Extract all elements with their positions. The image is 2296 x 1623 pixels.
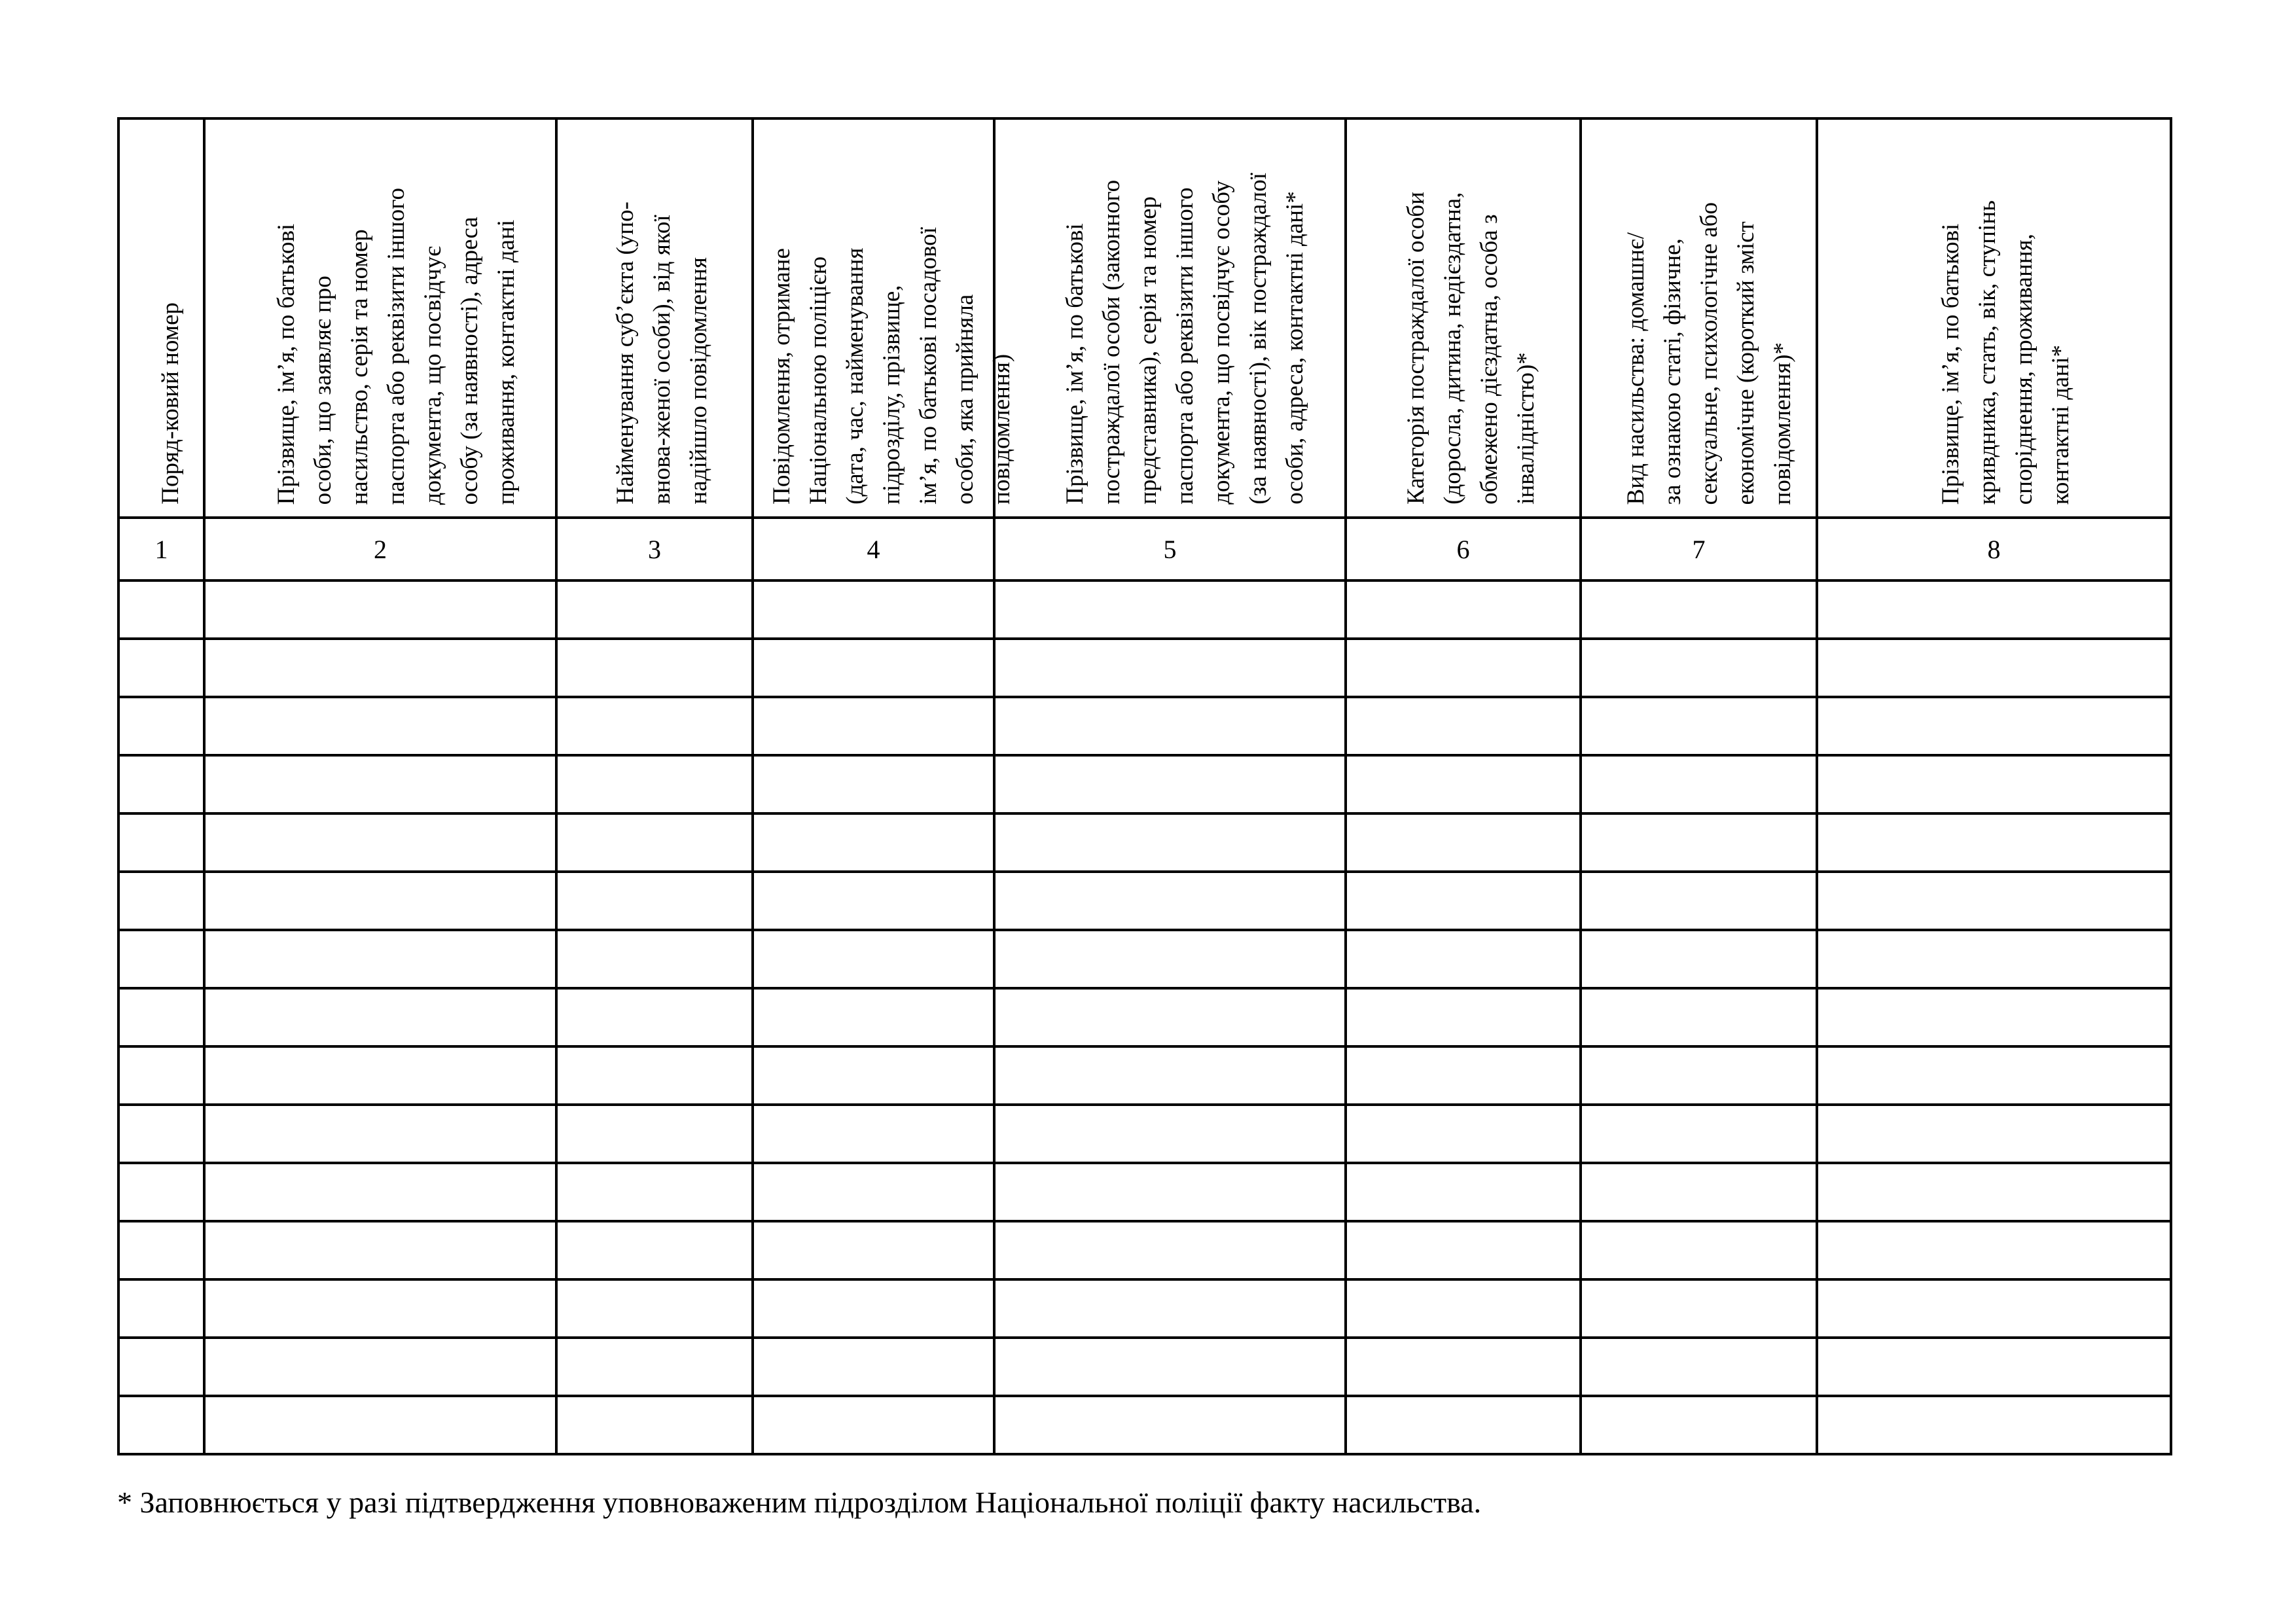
table-cell: [118, 639, 204, 697]
table-cell: [204, 872, 556, 930]
column-header-2-text: Прізвище, ім’я, по батькові особи, що заявляє про насильство, серія та номер паспорта або реквізити іншого документа, що посвідчує особу (за наявності), адреса проживання, контактні дані: [273, 187, 520, 505]
table-cell: [556, 755, 753, 813]
table-cell: [118, 988, 204, 1046]
table-row: [118, 1046, 2171, 1105]
table-cell: [1346, 872, 1581, 930]
column-header-5: [994, 118, 1346, 518]
column-header-4-text: Повідомлення, отримане Національною поліцією (дата, час, найменування підрозділу, прізвище, ім’я, по батькові посадової особи, яка прийняла повідомлення): [768, 227, 1015, 505]
table-cell: [753, 755, 994, 813]
table-cell: [1817, 1338, 2171, 1396]
table-cell: [556, 1163, 753, 1221]
table-cell: [1346, 1046, 1581, 1105]
table-cell: [753, 813, 994, 872]
table-cell: [204, 1279, 556, 1338]
table-cell: [118, 1338, 204, 1396]
table-cell: [753, 1338, 994, 1396]
column-header-3-text: Найменування суб’єкта (упо- внова-женої особи), від якої надійшло повідомлення: [612, 202, 712, 505]
table-cell: [1346, 1221, 1581, 1279]
table-cell: [204, 755, 556, 813]
table-cell: [118, 1046, 204, 1105]
table-cell: [118, 1221, 204, 1279]
table-row: [118, 872, 2171, 930]
column-number: 7: [1581, 518, 1817, 580]
table-cell: [556, 988, 753, 1046]
table-cell: [1581, 580, 1817, 639]
table-cell: [753, 872, 994, 930]
table-row: [118, 697, 2171, 755]
table-cell: [1581, 872, 1817, 930]
table-cell: [994, 1338, 1346, 1396]
table-cell: [1581, 930, 1817, 988]
table-cell: [204, 697, 556, 755]
table-cell: [1581, 1046, 1817, 1105]
table-cell: [994, 1046, 1346, 1105]
table-cell: [1346, 1396, 1581, 1454]
table-cell: [204, 1221, 556, 1279]
column-number: 1: [118, 518, 204, 580]
table-cell: [1581, 1396, 1817, 1454]
table-cell: [1581, 639, 1817, 697]
table-row: [118, 1163, 2171, 1221]
table-cell: [118, 1279, 204, 1338]
table-cell: [118, 813, 204, 872]
table-cell: [556, 697, 753, 755]
register-table-body: [118, 580, 2171, 1454]
table-cell: [204, 813, 556, 872]
table-cell: [118, 872, 204, 930]
table-row: [118, 639, 2171, 697]
table-cell: [753, 639, 994, 697]
column-number: 8: [1817, 518, 2171, 580]
table-cell: [1346, 755, 1581, 813]
table-cell: [1581, 1279, 1817, 1338]
table-row: [118, 930, 2171, 988]
header-row: [118, 118, 2171, 518]
column-number: 3: [556, 518, 753, 580]
column-header-1-text: Поряд-ковий номер: [157, 302, 184, 505]
table-cell: [1581, 813, 1817, 872]
column-header-8: [1817, 118, 2171, 518]
table-cell: [1817, 930, 2171, 988]
table-cell: [1581, 1338, 1817, 1396]
table-cell: [1346, 930, 1581, 988]
table-cell: [204, 1396, 556, 1454]
table-cell: [1346, 1279, 1581, 1338]
column-header-5-text: Прізвище, ім’я, по батькові постраждалої особи (законного представника), серія та номер паспорта або реквізити іншого документа, що посвідчує особу (за наявності), вік постраждалої особи, адреса, контактні дані*: [1062, 173, 1308, 505]
table-cell: [118, 1163, 204, 1221]
table-cell: [994, 988, 1346, 1046]
table-row: [118, 1338, 2171, 1396]
table-cell: [556, 1396, 753, 1454]
table-cell: [118, 930, 204, 988]
table-cell: [204, 580, 556, 639]
table-cell: [556, 930, 753, 988]
table-cell: [204, 1105, 556, 1163]
table-cell: [1817, 988, 2171, 1046]
table-cell: [556, 1221, 753, 1279]
table-row: [118, 988, 2171, 1046]
table-cell: [994, 1105, 1346, 1163]
table-row: [118, 1221, 2171, 1279]
table-cell: [556, 813, 753, 872]
table-cell: [556, 1105, 753, 1163]
table-row: [118, 813, 2171, 872]
table-cell: [994, 1163, 1346, 1221]
column-number: 6: [1346, 518, 1581, 580]
table-cell: [994, 1279, 1346, 1338]
table-cell: [994, 1221, 1346, 1279]
table-cell: [204, 1163, 556, 1221]
column-number-row: [118, 518, 2171, 580]
table-cell: [204, 988, 556, 1046]
column-header-6-text: Категорія постраждалої особи (доросла, дитина, недієздатна, обмежено дієздатна, особа з інвалідністю)*: [1403, 192, 1539, 505]
column-header-4: [753, 118, 1015, 518]
table-cell: [753, 1396, 994, 1454]
table-cell: [1817, 1046, 2171, 1105]
table-cell: [753, 1163, 994, 1221]
table-cell: [204, 1338, 556, 1396]
table-cell: [1817, 1163, 2171, 1221]
table-cell: [204, 1046, 556, 1105]
table-row: [118, 1105, 2171, 1163]
column-header-8-text: Прізвище, ім’я, по батькові кривдника, стать, вік, ступінь споріднення, проживання, контактні дані*: [1937, 200, 2074, 505]
table-cell: [556, 1279, 753, 1338]
table-cell: [1817, 813, 2171, 872]
table-cell: [1346, 580, 1581, 639]
table-cell: [1817, 755, 2171, 813]
table-cell: [994, 639, 1346, 697]
table-cell: [994, 580, 1346, 639]
table-cell: [118, 755, 204, 813]
table-cell: [556, 872, 753, 930]
column-header-2: [204, 118, 556, 518]
table-cell: [753, 1279, 994, 1338]
table-cell: [1346, 1105, 1581, 1163]
table-cell: [1817, 1221, 2171, 1279]
table-cell: [1581, 1163, 1817, 1221]
register-table: [117, 117, 2172, 1455]
footnote: * Заповнюється у разі підтвердження уповноваженим підрозділом Національної поліції факту насильства.: [117, 1486, 1482, 1519]
table-cell: [753, 697, 994, 755]
table-row: [118, 755, 2171, 813]
table-cell: [1346, 988, 1581, 1046]
table-cell: [753, 580, 994, 639]
table-cell: [118, 1396, 204, 1454]
table-cell: [556, 1338, 753, 1396]
table-cell: [556, 639, 753, 697]
table-cell: [1817, 697, 2171, 755]
table-cell: [1581, 697, 1817, 755]
table-cell: [1581, 1221, 1817, 1279]
table-cell: [753, 988, 994, 1046]
table-cell: [753, 1221, 994, 1279]
table-cell: [118, 580, 204, 639]
table-cell: [994, 697, 1346, 755]
table-cell: [994, 872, 1346, 930]
table-cell: [753, 1105, 994, 1163]
table-cell: [1581, 988, 1817, 1046]
column-header-7: [1581, 118, 1817, 518]
column-header-1: [118, 118, 204, 518]
table-cell: [1817, 1396, 2171, 1454]
table-cell: [1346, 1163, 1581, 1221]
table-row: [118, 1396, 2171, 1454]
table-cell: [1817, 639, 2171, 697]
table-cell: [118, 697, 204, 755]
table-cell: [994, 1396, 1346, 1454]
table-cell: [1817, 1279, 2171, 1338]
table-cell: [1817, 580, 2171, 639]
table-cell: [1581, 1105, 1817, 1163]
table-cell: [118, 1105, 204, 1163]
table-row: [118, 1279, 2171, 1338]
table-cell: [1581, 755, 1817, 813]
table-cell: [556, 580, 753, 639]
table-cell: [994, 813, 1346, 872]
table-cell: [1817, 872, 2171, 930]
column-number: 2: [204, 518, 556, 580]
column-header-7-text: Вид насильства: домашнє/ за ознакою статі, фізичне, сексуальне, психологічне або економічне (короткий зміст повідомлення)*: [1623, 202, 1796, 505]
table-cell: [204, 930, 556, 988]
table-row: [118, 580, 2171, 639]
table-cell: [1346, 1338, 1581, 1396]
table-cell: [1346, 813, 1581, 872]
column-header-3: [556, 118, 753, 518]
column-number: 4: [753, 518, 994, 580]
column-header-6: [1346, 118, 1581, 518]
table-cell: [556, 1046, 753, 1105]
table-cell: [994, 930, 1346, 988]
table-cell: [994, 755, 1346, 813]
table-cell: [1346, 639, 1581, 697]
table-cell: [753, 1046, 994, 1105]
table-cell: [1817, 1105, 2171, 1163]
table-cell: [753, 930, 994, 988]
column-number: 5: [994, 518, 1346, 580]
table-cell: [204, 639, 556, 697]
table-cell: [1346, 697, 1581, 755]
